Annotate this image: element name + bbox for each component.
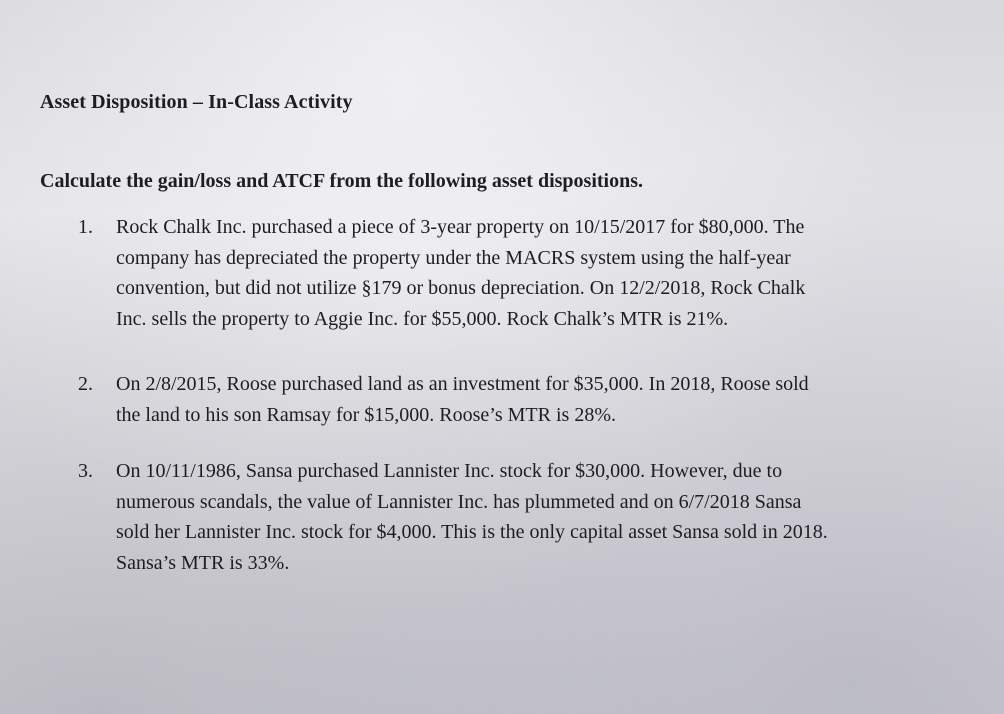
document-title: Asset Disposition – In-Class Activity [40,91,353,113]
question-line: company has depreciated the property under the MACRS system using the half-year [116,246,791,269]
question-line: Sansa’s MTR is 33%. [116,551,290,574]
question-line: convention, but did not utilize §179 or bonus depreciation. On 12/2/2018, Rock Chalk [116,277,806,299]
question-text [116,212,966,334]
question-number: 2. [78,373,93,395]
question-text [116,369,966,430]
question-number: 3. [78,460,93,482]
question-item-2 [78,369,978,430]
question-line: sold her Lannister Inc. stock for $4,000. This is the only capital asset Sansa sold in 2018. [116,521,828,543]
question-line: On 10/11/1986, Sansa purchased Lannister Inc. stock for $30,000. However, due to [116,460,783,482]
question-text [116,456,966,578]
question-line: On 2/8/2015, Roose purchased land as an investment for $35,000. In 2018, Roose sold [116,373,809,395]
question-line: Inc. sells the property to Aggie Inc. for $55,000. Rock Chalk’s MTR is 21%. [116,307,729,330]
question-number: 1. [78,216,93,238]
question-item-3 [78,456,978,578]
question-line: Rock Chalk Inc. purchased a piece of 3-year property on 10/15/2017 for $80,000. The [116,216,805,238]
question-line: the land to his son Ramsay for $15,000. Roose’s MTR is 28%. [116,403,616,426]
question-item-1 [78,212,978,334]
instructions-heading: Calculate the gain/loss and ATCF from the following asset dispositions. [40,170,644,192]
question-line: numerous scandals, the value of Lannister Inc. has plummeted and on 6/7/2018 Sansa [116,490,802,513]
